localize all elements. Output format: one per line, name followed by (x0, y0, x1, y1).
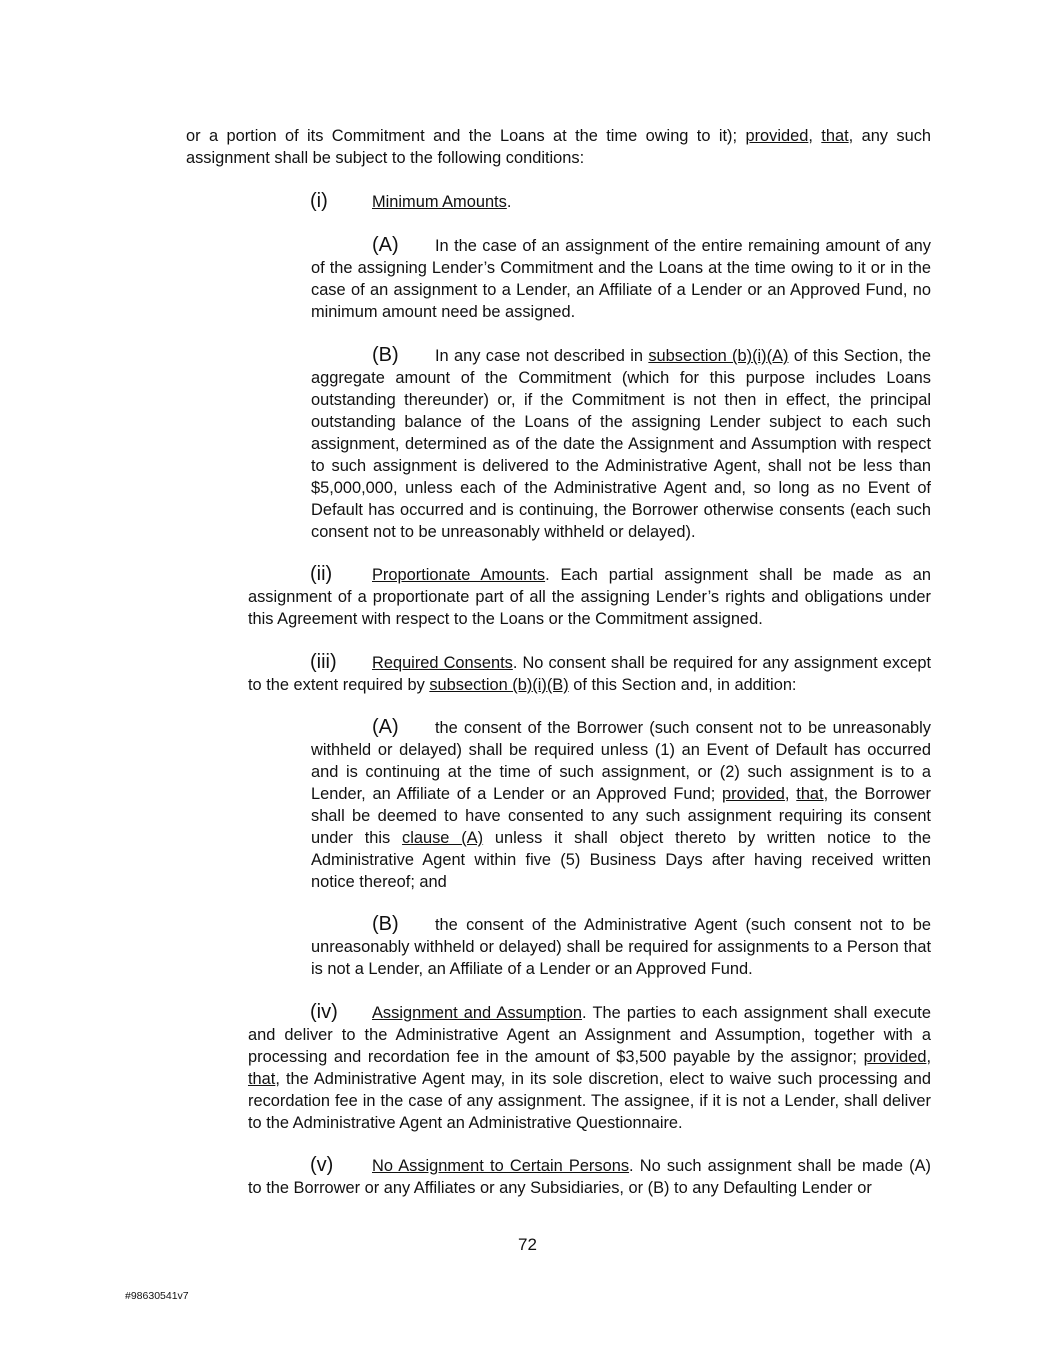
page-number: 72 (518, 1235, 537, 1254)
section-heading: Minimum Amounts (372, 193, 507, 211)
clause-label: (A) (372, 234, 399, 256)
cross-reference: subsection (b)(i)(B) (429, 676, 569, 694)
that-term: that (821, 127, 849, 145)
provided-term: provided (863, 1048, 927, 1066)
section-label: (iv) (310, 1001, 338, 1023)
section-label: (ii) (310, 563, 333, 585)
section-ii: (ii) Proportionate Amounts. Each partial assignment shall be made as an assignment of a proportionate part of all the assigning Lender’s rights and obligations under this Agreement with respect to the Loans or the Commitment assigned. (248, 563, 931, 628)
section-label: (v) (310, 1154, 334, 1176)
cross-reference: subsection (b)(i)(A) (648, 347, 789, 365)
clause-label: (B) (372, 344, 399, 366)
section-heading: Required Consents (372, 654, 513, 672)
section-heading: No Assignment to Certain Persons (372, 1157, 630, 1175)
section-heading: Proportionate Amounts (372, 566, 546, 584)
clause-iii-B: (B) the consent of the Administrative Agent (such consent not to be unreasonably withheld or delayed) shall be required for assignments to a Person that is not a Lender, an Affiliate of a Lender or an Approved Fund. (311, 913, 931, 978)
section-heading: Assignment and Assumption (372, 1004, 583, 1022)
section-label: (i) (310, 190, 328, 212)
section-iii: (iii) Required Consents. No consent shall be required for any assignment except to the extent required by subsection (b)(i)(B) of this Section and, in addition: (248, 651, 931, 694)
section-label: (iii) (310, 651, 337, 673)
that-term: that (248, 1070, 276, 1088)
clause-i-B: (B) In any case not described in subsection (b)(i)(A) of this Section, the aggregate amount of the Commitment (which for this purpose includes Loans outstanding thereunder) or, if the Commitment is not then in effect, the principal outstanding balance of the Loans of the assigning Lender subject to each such assignment, determined as of the date the Assignment and Assumption with respect to such assignment is delivered to the Administrative Agent, shall not be less than $5,000,000, unless each of the Administrative Agent and, so long as no Event of Default has occurred and is continuing, the Borrower otherwise consents (each such consent not to be unreasonably withheld or delayed). (311, 344, 932, 541)
intro-paragraph: or a portion of its Commitment and the Loans at the time owing to it); provided, that, any such assignment shall be subject to the following conditions: (186, 127, 932, 167)
clause-label: (B) (372, 913, 399, 935)
section-v: (v) No Assignment to Certain Persons. No such assignment shall be made (A) to the Borrower or any Affiliates or any Subsidiaries, or (B) to any Defaulting Lender or (248, 1154, 931, 1197)
cross-reference: clause (A) (402, 829, 484, 847)
section-iv: (iv) Assignment and Assumption. The parties to each assignment shall execute and deliver to the Administrative Agent an Assignment and Assumption, together with a processing and recordation fee in the amount of $3,500 payable by the assignor; provided, that, the Administrative Agent may, in its sole discretion, elect to waive such processing and recordation fee in the case of any assignment. The assignee, if it is not a Lender, shall deliver to the Administrative Agent an Administrative Questionnaire. (248, 1001, 931, 1132)
document-id: #98630541v7 (125, 1290, 189, 1302)
clause-i-A: (A) In the case of an assignment of the entire remaining amount of any of the assigning Lender’s Commitment and the Loans at the time owing to it or in the case of an assignment to a Lender, an Affiliate of a Lender or an Approved Fund, no minimum amount need be assigned. (311, 234, 931, 321)
provided-term: provided (722, 785, 785, 803)
that-term: that (796, 785, 824, 803)
clause-iii-A: (A) the consent of the Borrower (such consent not to be unreasonably withheld or delayed) shall be required unless (1) an Event of Default has occurred and is continuing at the time of such assignment, or (2) such assignment is to a Lender, an Affiliate of a Lender or an Approved Fund; provided, that, the Borrower shall be deemed to have consented to any such assignment requiring its consent under this clause (A) unless it shall object thereto by written notice to the Administrative Agent within five (5) Business Days after having received written notice thereof; and (311, 716, 931, 891)
section-i-heading: (i) Minimum Amounts. (310, 190, 512, 212)
provided-term: provided (745, 127, 809, 145)
clause-label: (A) (372, 716, 399, 738)
